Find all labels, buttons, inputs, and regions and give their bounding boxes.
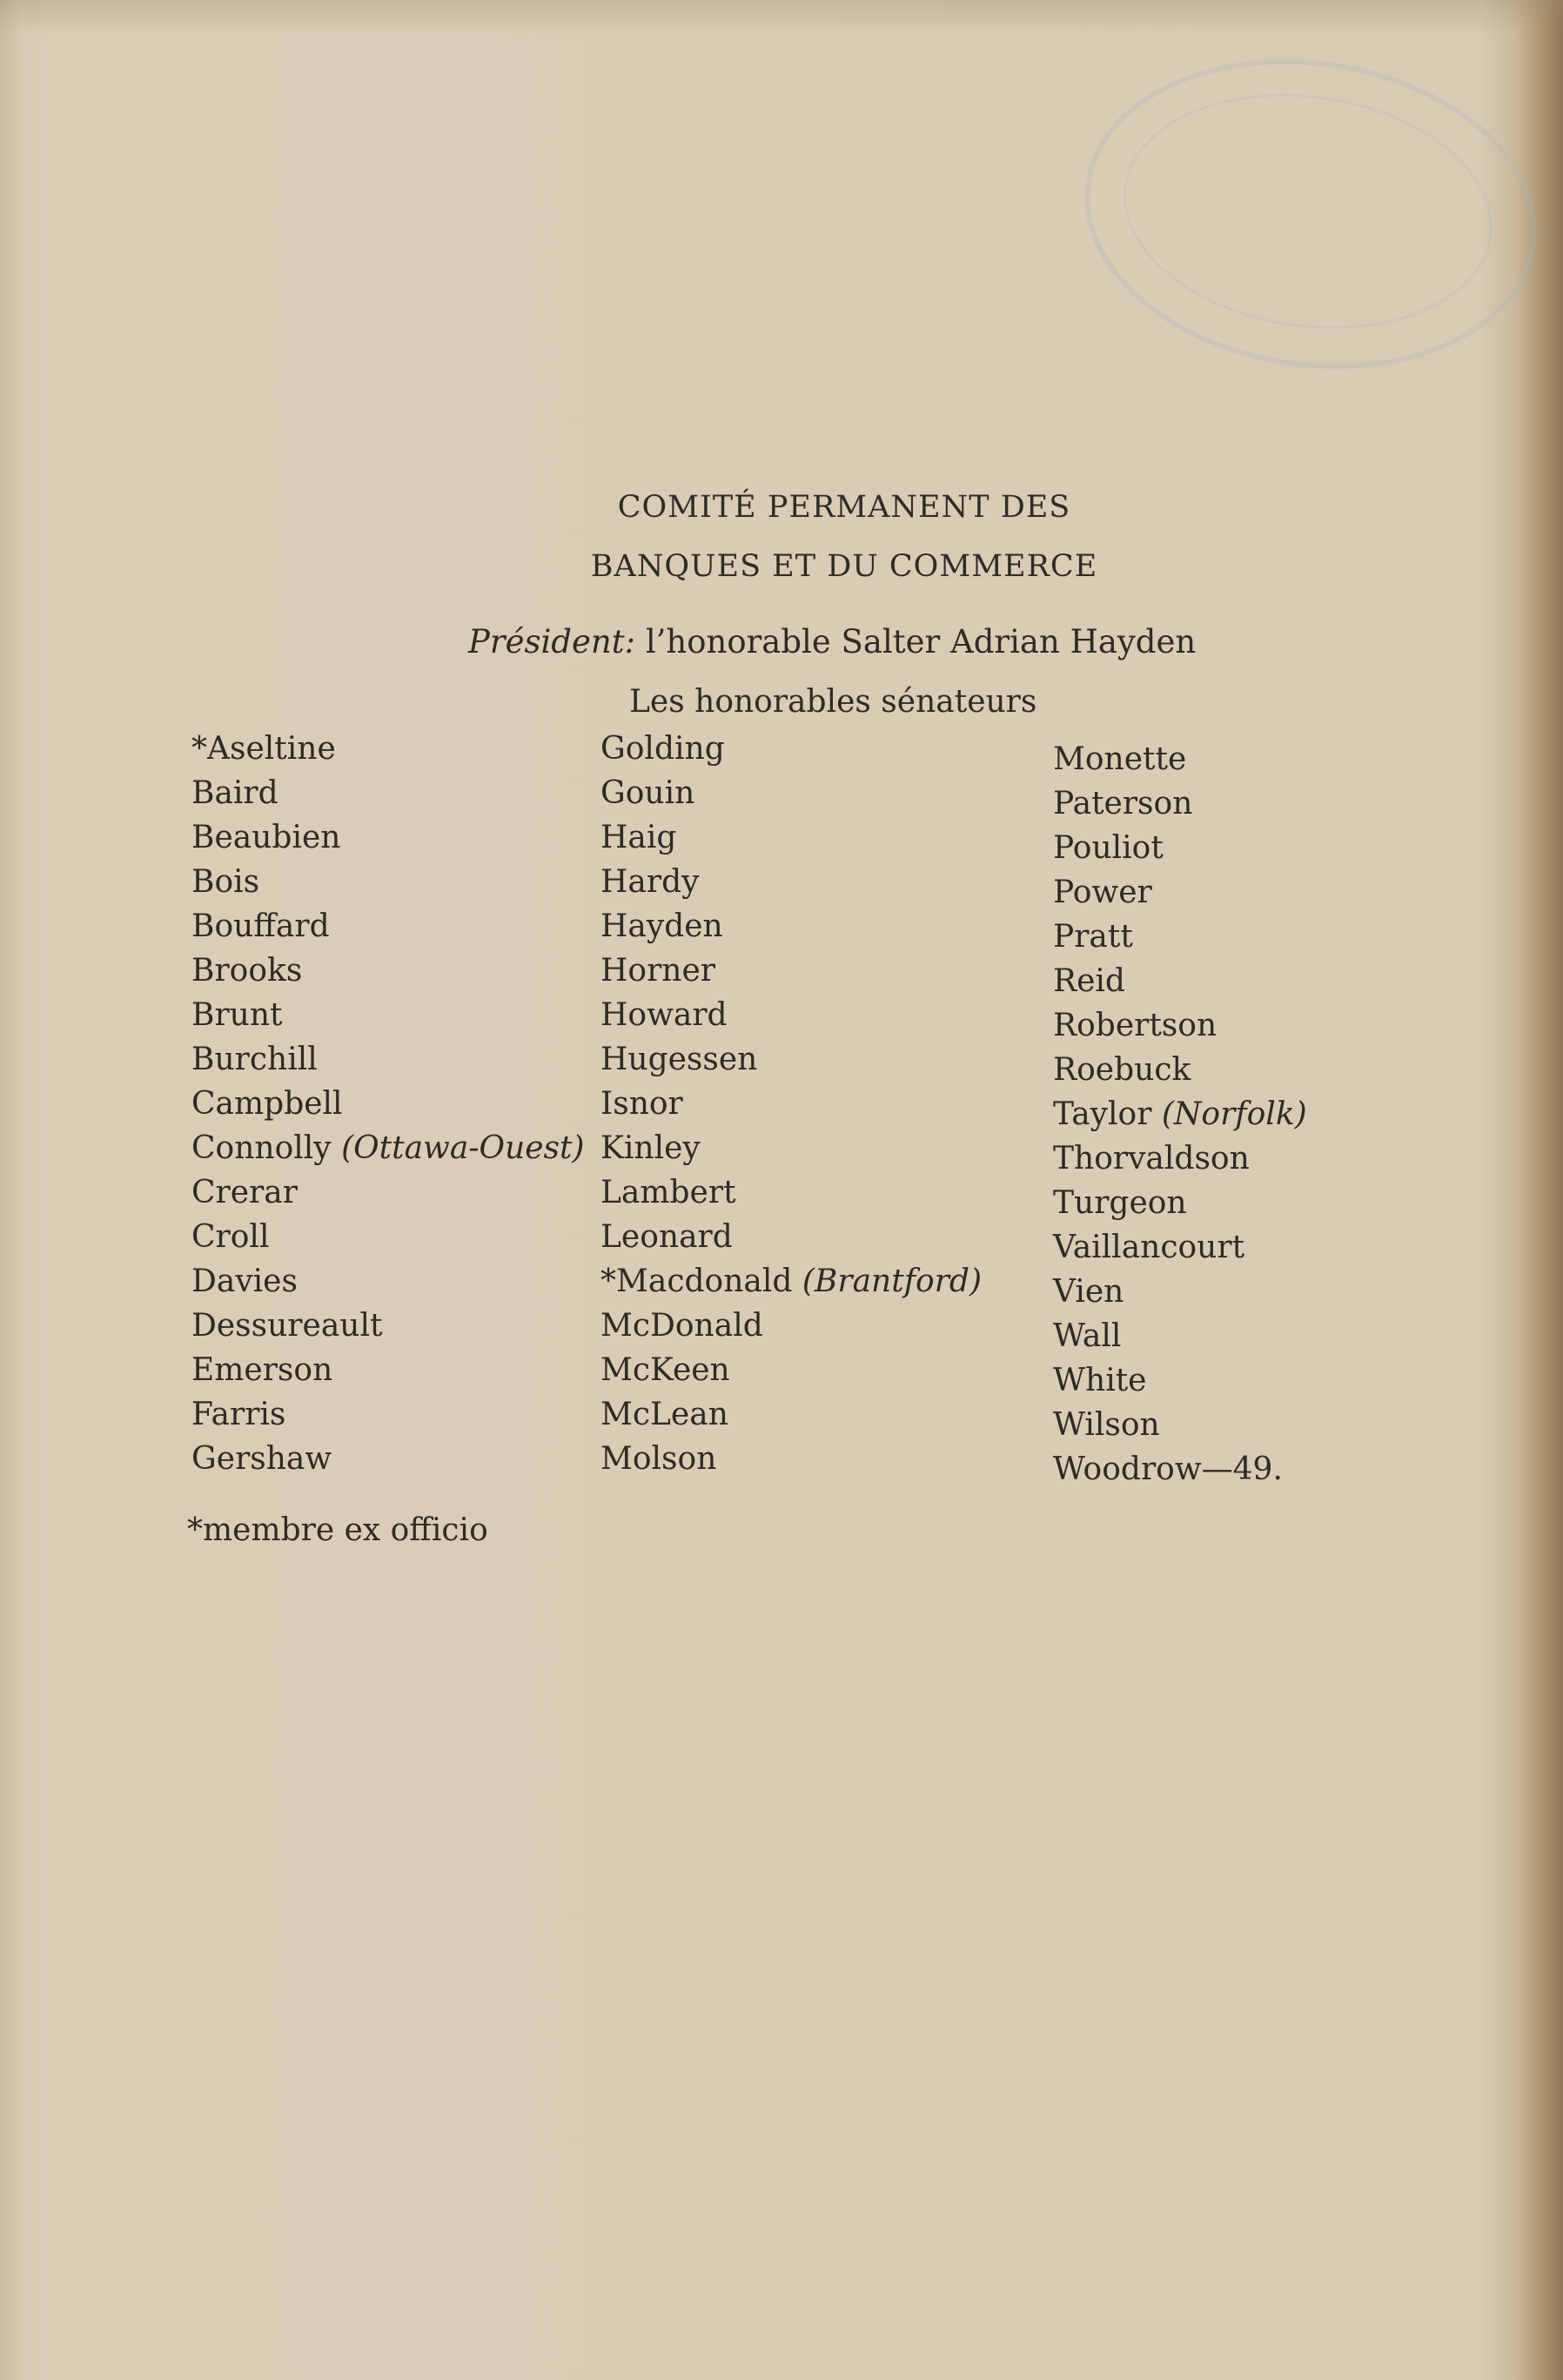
senator-name: Brunt [191, 997, 283, 1033]
senator-name: Burchill [191, 1042, 318, 1077]
senator-entry [191, 1398, 584, 1442]
senator-name: Dessureault [191, 1308, 383, 1344]
senator-entry [191, 1264, 584, 1309]
senator-entry [600, 954, 982, 998]
senator-entry [191, 1131, 584, 1176]
senator-entry [191, 1442, 584, 1486]
senators-column-1 [191, 732, 584, 1486]
senator-name: Pouliot [1053, 830, 1164, 866]
senator-entry [191, 1309, 584, 1353]
senator-name: Roebuck [1053, 1052, 1191, 1088]
senator-entry [191, 998, 584, 1043]
senator-entry [1053, 875, 1307, 920]
senator-name: Farris [191, 1397, 286, 1432]
senator-name: Bouffard [191, 908, 330, 944]
senator-name: Paterson [1053, 786, 1193, 821]
senator-entry [1053, 964, 1307, 1009]
senator-entry [191, 1353, 584, 1398]
senator-entry [1053, 1142, 1307, 1186]
senator-entry [1053, 787, 1307, 831]
senator-name: Wilson [1053, 1407, 1160, 1443]
senator-name: Pratt [1053, 919, 1133, 955]
senator-name: Hayden [600, 908, 723, 944]
senator-entry [1053, 1009, 1307, 1053]
senator-entry [191, 1176, 584, 1220]
senator-name: *Macdonald [600, 1264, 793, 1299]
senator-entry [1053, 1364, 1307, 1408]
senator-name: Golding [600, 731, 725, 767]
senator-name: Gershaw [191, 1441, 332, 1477]
senator-name: Kinley [600, 1130, 701, 1166]
senator-entry [600, 1398, 982, 1442]
senator-qualifier: (Ottawa-Ouest) [341, 1130, 585, 1166]
senator-name: *Aseltine [191, 731, 336, 767]
committee-title-line2: BANQUES ET DU COMMERCE [590, 549, 1098, 584]
senator-qualifier: (Brantford) [802, 1264, 982, 1299]
senator-name: Davies [191, 1264, 298, 1299]
senator-entry [1053, 1186, 1307, 1230]
senator-entry [600, 998, 982, 1043]
senator-entry [600, 732, 982, 776]
senator-entry [1053, 831, 1307, 875]
footnote: *membre ex officio [187, 1512, 488, 1548]
senator-name: Wall [1053, 1318, 1122, 1354]
senator-entry [191, 865, 584, 909]
senator-entry [600, 1176, 982, 1220]
senator-entry [1053, 1408, 1307, 1452]
senator-name: Thorvaldson [1053, 1141, 1250, 1177]
senator-entry [1053, 1097, 1307, 1142]
senator-entry [600, 1309, 982, 1353]
senator-entry [600, 1442, 982, 1486]
senator-entry [600, 1264, 982, 1309]
senator-name: Connolly [191, 1130, 332, 1166]
senator-name: Brooks [191, 953, 303, 989]
senator-entry [600, 1087, 982, 1131]
senator-entry [600, 909, 982, 954]
senator-name: Emerson [191, 1352, 333, 1388]
senators-heading: Les honorables sénateurs [629, 684, 1037, 720]
senator-name: Molson [600, 1441, 717, 1477]
senator-entry [1053, 1275, 1307, 1319]
president-line [468, 623, 1196, 660]
senator-name: McKeen [600, 1352, 730, 1388]
senator-name: Campbell [191, 1086, 343, 1122]
senator-entry [600, 821, 982, 865]
senator-entry [1053, 742, 1307, 787]
senator-name: Gouin [600, 775, 695, 811]
senator-entry [191, 1220, 584, 1264]
senator-qualifier: (Norfolk) [1161, 1096, 1307, 1132]
president-label: Président: [468, 623, 636, 660]
senator-entry [1053, 920, 1307, 964]
senator-name: Croll [191, 1219, 270, 1255]
senator-entry [600, 1353, 982, 1398]
senator-entry [191, 1087, 584, 1131]
senator-name: Hugessen [600, 1042, 758, 1077]
senator-entry [600, 776, 982, 821]
senator-name: Vien [1053, 1274, 1124, 1310]
senator-entry [600, 865, 982, 909]
senator-name: White [1053, 1363, 1147, 1398]
senator-entry [600, 1131, 982, 1176]
senator-name: McLean [600, 1397, 728, 1432]
senator-name: Isnor [600, 1086, 683, 1122]
senator-entry [191, 909, 584, 954]
senator-entry [600, 1043, 982, 1087]
senator-name: Woodrow—49. [1053, 1451, 1283, 1487]
senator-name: Bois [191, 864, 260, 900]
senator-name: Vaillancourt [1053, 1230, 1245, 1265]
page-shadow [0, 0, 1563, 35]
senator-name: Howard [600, 997, 728, 1033]
senator-name: Power [1053, 875, 1152, 910]
senators-column-2 [600, 732, 982, 1486]
senator-entry [600, 1220, 982, 1264]
senator-name: Reid [1053, 963, 1125, 999]
senator-name: Robertson [1053, 1008, 1218, 1043]
senator-entry [1053, 1230, 1307, 1275]
senator-name: McDonald [600, 1308, 763, 1344]
senator-entry [1053, 1319, 1307, 1364]
committee-title-line1: COMITÉ PERMANENT DES [617, 490, 1071, 525]
senator-name: Beaubien [191, 820, 341, 855]
senator-name: Taylor [1053, 1096, 1152, 1132]
senator-entry [191, 732, 584, 776]
senator-entry [191, 821, 584, 865]
senator-name: Monette [1053, 741, 1187, 777]
senator-entry [1053, 1053, 1307, 1097]
senators-column-3 [1053, 742, 1307, 1497]
senator-name: Baird [191, 775, 278, 811]
senator-entry [191, 776, 584, 821]
senator-name: Hardy [600, 864, 700, 900]
senator-name: Horner [600, 953, 715, 989]
senator-name: Turgeon [1053, 1185, 1187, 1221]
senator-name: Leonard [600, 1219, 733, 1255]
senator-entry [191, 954, 584, 998]
senator-entry [1053, 1452, 1307, 1497]
president-name: l’honorable Salter Adrian Hayden [645, 623, 1197, 660]
senator-name: Crerar [191, 1175, 298, 1210]
senator-entry [191, 1043, 584, 1087]
senator-name: Lambert [600, 1175, 736, 1210]
senator-name: Haig [600, 820, 677, 855]
